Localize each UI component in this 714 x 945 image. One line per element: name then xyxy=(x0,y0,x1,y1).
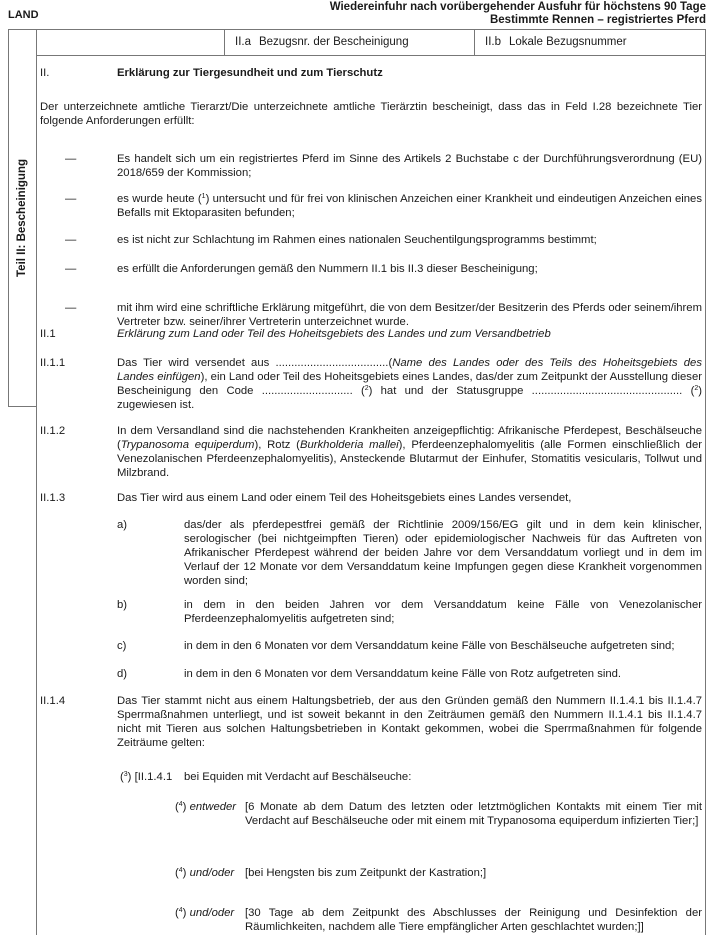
dash-marker: — xyxy=(65,153,77,165)
reference-row xyxy=(36,29,706,56)
country-label: LAND xyxy=(8,9,39,21)
document-title xyxy=(330,1,706,27)
dash-marker: — xyxy=(65,234,77,246)
dash-marker: — xyxy=(65,302,77,314)
cell-b-number: II.b xyxy=(485,36,501,48)
section-number: II. xyxy=(40,67,50,79)
title-line-2: Bestimmte Rennen – registriertes Pferd xyxy=(489,14,706,26)
dash-marker: — xyxy=(65,193,77,205)
title-line-1: Wiedereinfuhr nach vorübergehender Ausfuhr für höchstens 90 Tage xyxy=(329,1,706,13)
dash-marker: — xyxy=(65,263,77,275)
cell-a-label: Bezugsnr. der Bescheinigung xyxy=(258,36,409,48)
reference-cell-b xyxy=(474,29,706,55)
side-label: Teil II: Bescheinigung xyxy=(16,159,28,277)
reference-cell-a xyxy=(224,29,474,55)
cell-a-number: II.a xyxy=(235,36,251,48)
section-title: Erklärung zur Tiergesundheit und zum Tierschutz xyxy=(117,67,383,79)
cell-b-label: Lokale Bezugsnummer xyxy=(508,36,627,48)
